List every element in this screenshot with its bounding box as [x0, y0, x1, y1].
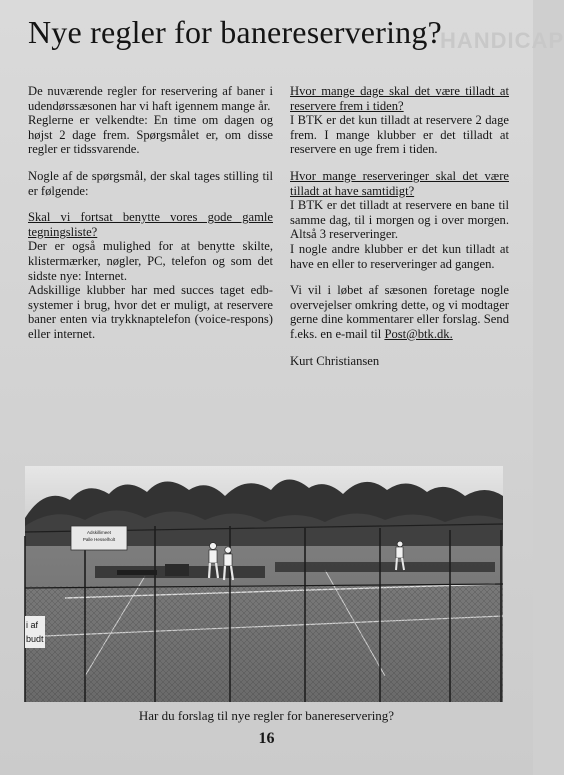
- edge-sign-line-1: i af: [26, 620, 39, 630]
- question-simultaneous: Hvor mange reserveringer skal det være tilladt at have samtidigt?: [290, 168, 509, 198]
- options-paragraph: Der er også mulighed for at benytte skilte, klistermærker, nøgler, PC, telefon og som det sidste nye: Internet.: [28, 239, 273, 283]
- photo-illustration: [25, 466, 503, 702]
- sign-line-1: Adskillimeet: [86, 530, 112, 535]
- questions-intro: Nogle af de spørgsmål, der skal tages stilling til er følgende:: [28, 168, 273, 198]
- left-column: [28, 84, 273, 342]
- email-link[interactable]: Post@btk.dk.: [384, 326, 453, 341]
- feedback-paragraph: [290, 283, 509, 341]
- clubs-paragraph: Adskillige klubber har med succes taget edb-systemer i brug, hvor det er muligt, at reservere baner enten via trykknaptelefon (voice-respons) eller internet.: [28, 283, 273, 341]
- tennis-courts-photo: [25, 466, 503, 702]
- question-signup-list: Skal vi fortsat benytte vores gode gamle tegningsliste?: [28, 210, 273, 239]
- days-ahead-paragraph: I BTK er det kun tilladt at reservere 2 dage frem. I mange klubber er det tilladt at reservere en uge frem i tiden.: [290, 113, 509, 157]
- author-name: Kurt Christiansen: [290, 353, 380, 368]
- intro-paragraph: De nuværende regler for reservering af baner i udendørssæsonen har vi haft igennem mange år.: [28, 84, 273, 113]
- edge-sign-line-2: budt: [26, 634, 44, 644]
- page-number: 16: [258, 730, 275, 747]
- feedback-text: Vi vil i løbet af sæsonen foretage nogle overvejelser omkring dette, og vi modtager gerne dine kommentarer eller forslag. Send f.eks. en e-mail til: [290, 283, 509, 341]
- question-days-ahead: Hvor mange dage skal det være tilladt at reservere frem i tiden?: [290, 84, 509, 113]
- sign-line-2: Palle Hesselholt: [82, 537, 116, 542]
- photo-caption: Har du forslag til nye regler for banereservering?: [138, 708, 395, 723]
- other-clubs-paragraph: I nogle andre klubber er det kun tilladt at have en eller to reserveringer ad gangen.: [290, 241, 509, 271]
- right-column: [290, 84, 509, 368]
- simultaneous-paragraph: I BTK er det tilladt at reservere en bane til samme dag, til i morgen og i over morgen. Altså 3 reserveringer.: [290, 198, 509, 242]
- rules-paragraph: Reglerne er velkendte: En time om dagen og højst 2 dage frem. Spørgsmålet er, om disse regler er tidssvarende.: [28, 113, 273, 157]
- bleed-through-heading: HANDICAP: [440, 28, 564, 53]
- page-title: Nye regler for banereservering?: [28, 14, 442, 50]
